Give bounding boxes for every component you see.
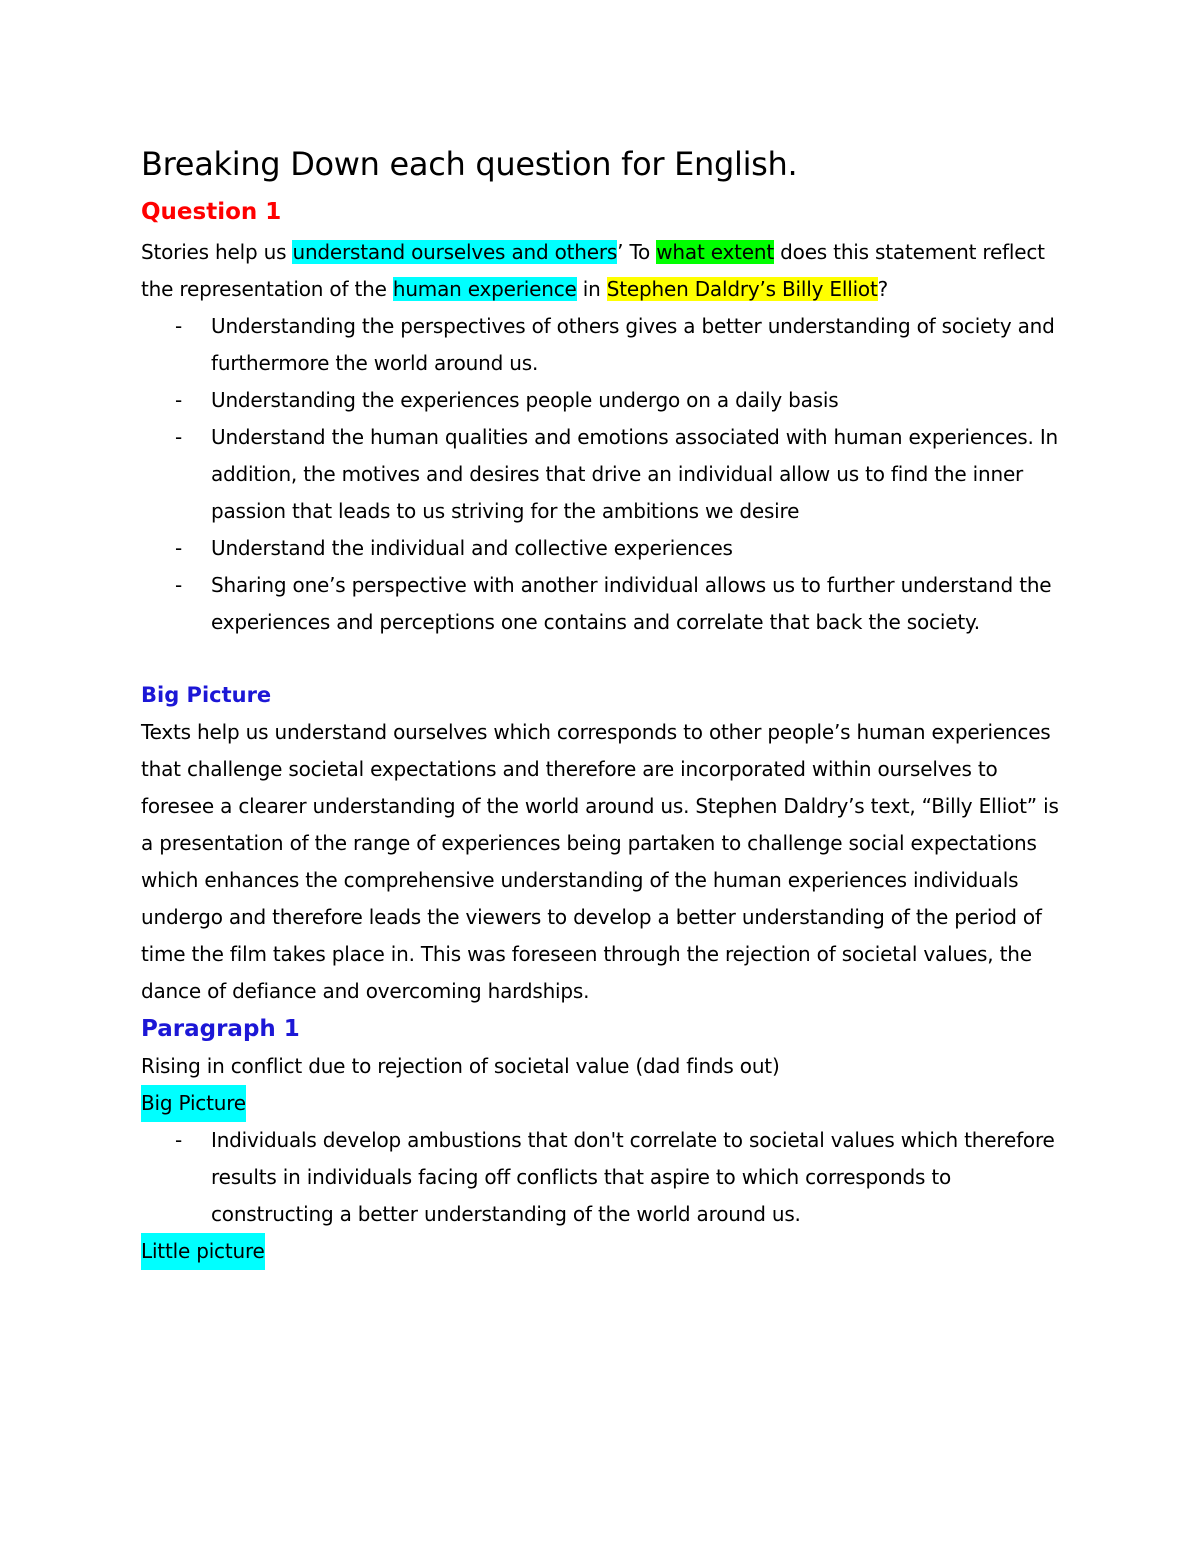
dash-bullet: - [175, 573, 183, 597]
highlight-understand-ourselves: understand ourselves and others [292, 240, 618, 264]
dash-bullet: - [175, 388, 183, 412]
dash-bullet: - [175, 536, 183, 560]
document-title: Breaking Down each question for English. [141, 145, 798, 183]
highlight-human-experience: human experience [392, 277, 577, 301]
prompt-text-5: ? [877, 277, 889, 301]
list-item-text: Understanding the experiences people undergo on a daily basis [211, 388, 839, 412]
paragraph-1-subtitle: Rising in conflict due to rejection of societal value (dad finds out) [141, 1054, 780, 1078]
document-page [141, 140, 1066, 1270]
dash-bullet: - [175, 314, 183, 338]
list-item-text: Understanding the perspectives of others gives a better understanding of society and furthermore the world around us. [211, 314, 1055, 375]
list-item [175, 567, 1066, 641]
question-1-heading: Question 1 [141, 199, 282, 225]
list-item [175, 382, 1066, 419]
highlight-what-extent: what extent [656, 240, 775, 264]
prompt-text-4: in [576, 277, 607, 301]
little-picture-label: Little picture [141, 1233, 265, 1270]
dash-bullet: - [175, 425, 183, 449]
list-item [175, 530, 1066, 567]
big-picture-label: Big Picture [141, 1085, 246, 1122]
list-item-text: Sharing one’s perspective with another individual allows us to further understand the experiences and perceptions one contains and correlate that back the society. [211, 573, 1052, 634]
paragraph-1-big-picture-row [141, 1085, 1066, 1122]
prompt-text-2: ’ To [617, 240, 657, 264]
big-picture-heading: Big Picture [141, 683, 272, 707]
list-item [175, 1122, 1066, 1233]
big-picture-text: Texts help us understand ourselves which corresponds to other people’s human experiences that challenge societal expectations and therefore are incorporated within ourselves to foresee a clearer understanding of the world around us. Stephen Daldry’s text, “Billy Elliot” is a presentation of the range of experiences being partaken to challenge social expectations which enhances the comprehensive understanding of the human experiences individuals undergo and therefore leads the viewers to develop a better understanding of the period of time the film takes place in. This was foreseen through the rejection of societal values, the dance of defiance and overcoming hardships. [141, 720, 1059, 1003]
question-1-bullet-list [141, 308, 1066, 641]
list-item [175, 308, 1066, 382]
list-item [175, 419, 1066, 530]
list-item-text: Individuals develop ambustions that don't correlate to societal values which therefore results in individuals facing off conflicts that aspire to which corresponds to constructing a better understanding of the world around us. [211, 1128, 1055, 1226]
paragraph-1-little-picture-row [141, 1233, 1066, 1270]
list-item-text: Understand the human qualities and emotions associated with human experiences. In addition, the motives and desires that drive an individual allow us to find the inner passion that leads to us striving for the ambitions we desire [211, 425, 1059, 523]
prompt-text-1: Stories help us [141, 240, 293, 264]
highlight-billy-elliot: Stephen Daldry’s Billy Elliot [606, 277, 878, 301]
prompt-text-3: does this statement reflect the representation of the [141, 240, 1045, 301]
paragraph-1-bullet-list [141, 1122, 1066, 1233]
spacer [141, 641, 1066, 677]
dash-bullet: - [175, 1128, 183, 1152]
paragraph-1-heading: Paragraph 1 [141, 1016, 300, 1042]
question-1-prompt [141, 234, 1066, 308]
list-item-text: Understand the individual and collective experiences [211, 536, 733, 560]
